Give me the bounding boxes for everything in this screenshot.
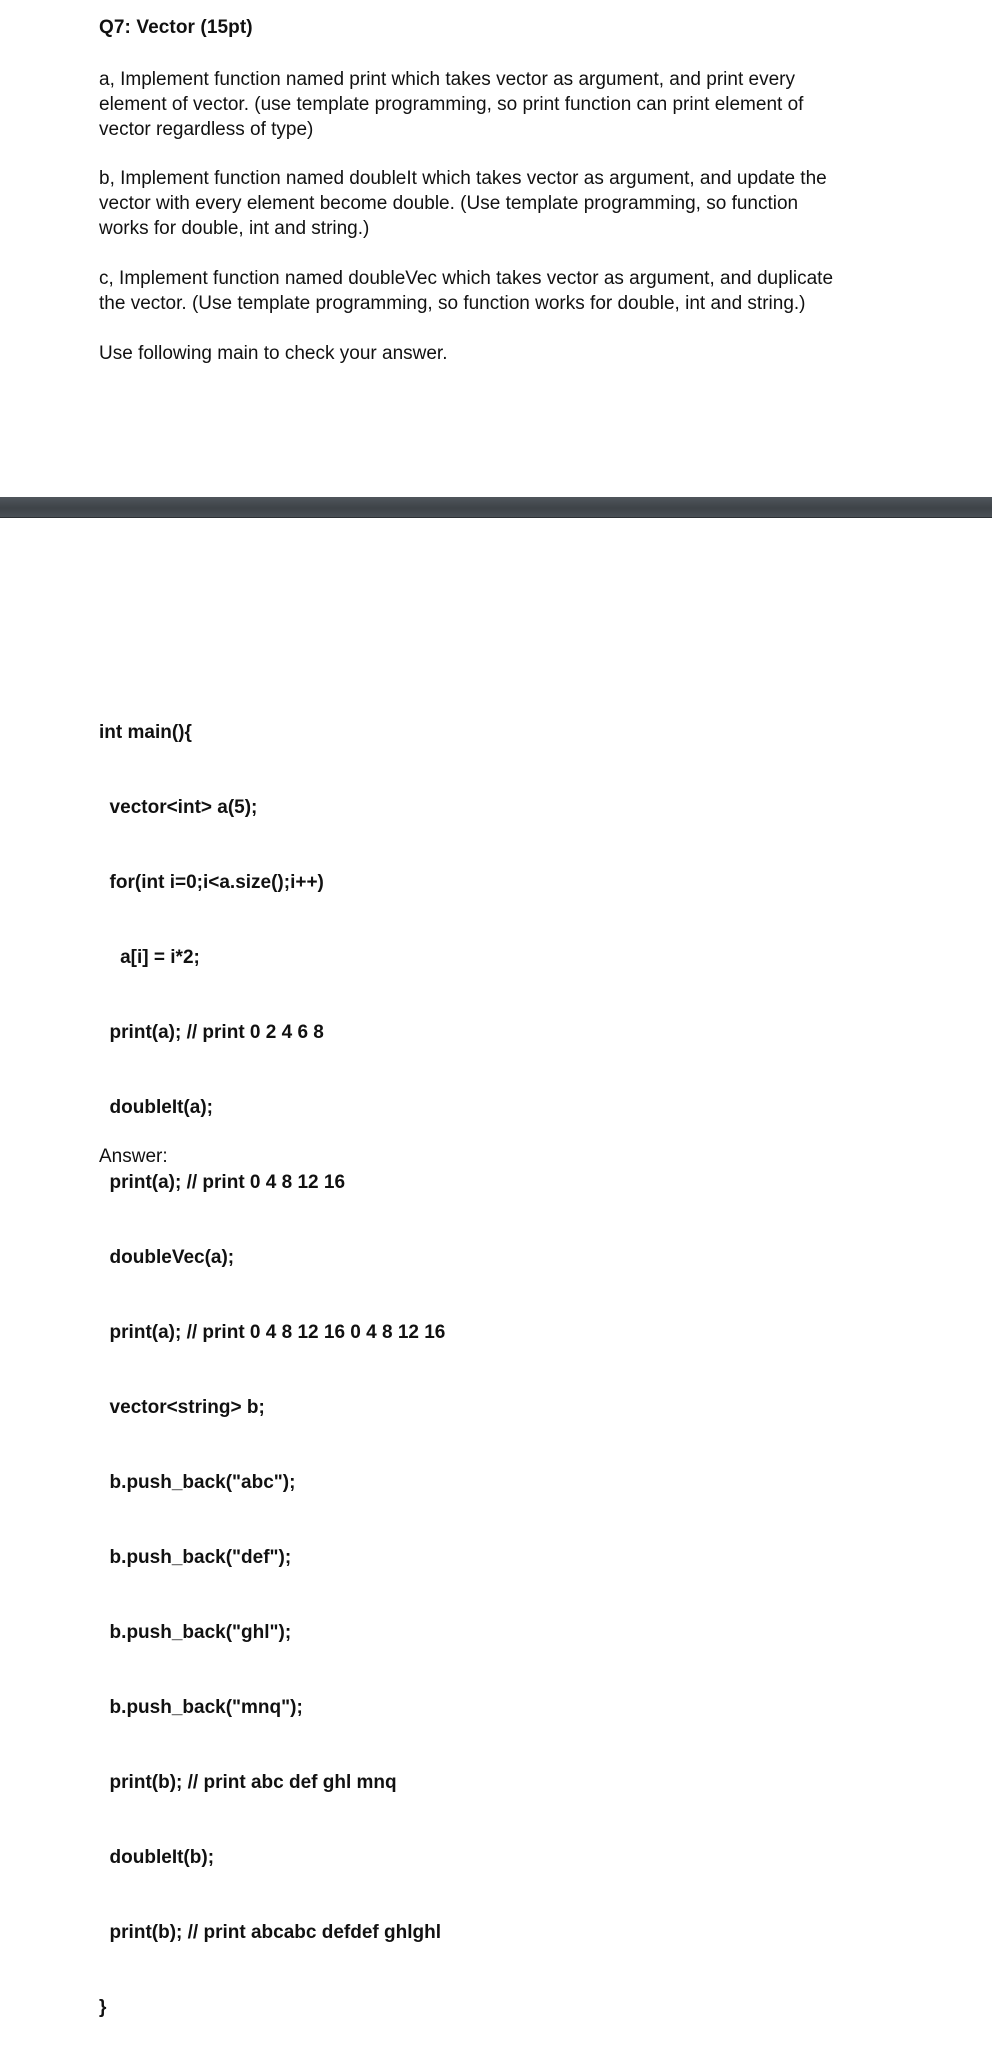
code-line: }: [99, 1997, 107, 2018]
part-b-line: vector with every element become double. (Use template programming, so function: [99, 193, 799, 214]
code-line: b.push_back("mnq");: [99, 1697, 303, 1718]
question-title: Q7: Vector (15pt): [99, 17, 253, 38]
code-line: b.push_back("ghl");: [99, 1622, 292, 1643]
instruction-text: Use following main to check your answer.: [99, 343, 448, 364]
code-line: vector<int> a(5);: [99, 797, 258, 818]
part-b-text: [99, 166, 939, 241]
part-a-line: vector regardless of type): [99, 119, 314, 140]
code-line: for(int i=0;i<a.size();i++): [99, 872, 324, 893]
code-line: vector<string> b;: [99, 1397, 265, 1418]
code-line: print(a); // print 0 4 8 12 16: [99, 1172, 346, 1193]
answer-label: Answer:: [99, 1146, 168, 1167]
code-line: b.push_back("def");: [99, 1547, 292, 1568]
code-line: doubleIt(b);: [99, 1847, 215, 1868]
code-line: int main(){: [99, 722, 192, 743]
part-a-line: a, Implement function named print which takes vector as argument, and print every: [99, 69, 795, 90]
code-line: print(b); // print abc def ghl mnq: [99, 1772, 397, 1793]
code-line: a[i] = i*2;: [99, 947, 200, 968]
page-top: [0, 0, 992, 497]
code-line: b.push_back("abc");: [99, 1472, 296, 1493]
code-line: doubleIt(a);: [99, 1097, 213, 1118]
code-line: doubleVec(a);: [99, 1247, 235, 1268]
part-c-text: [99, 266, 939, 316]
code-line: print(a); // print 0 2 4 6 8: [99, 1022, 324, 1043]
part-b-line: works for double, int and string.): [99, 218, 370, 239]
code-line: print(a); // print 0 4 8 12 16 0 4 8 12 16: [99, 1322, 446, 1343]
part-c-line: the vector. (Use template programming, so function works for double, int and string.): [99, 293, 806, 314]
part-c-line: c, Implement function named doubleVec which takes vector as argument, and duplicate: [99, 268, 834, 289]
code-line: print(b); // print abcabc defdef ghlghl: [99, 1922, 441, 1943]
page-divider: [0, 497, 992, 518]
part-a-text: [99, 67, 939, 142]
part-b-line: b, Implement function named doubleIt which takes vector as argument, and update the: [99, 168, 827, 189]
code-block: [99, 670, 445, 2045]
part-a-line: element of vector. (use template programming, so print function can print element of: [99, 94, 804, 115]
